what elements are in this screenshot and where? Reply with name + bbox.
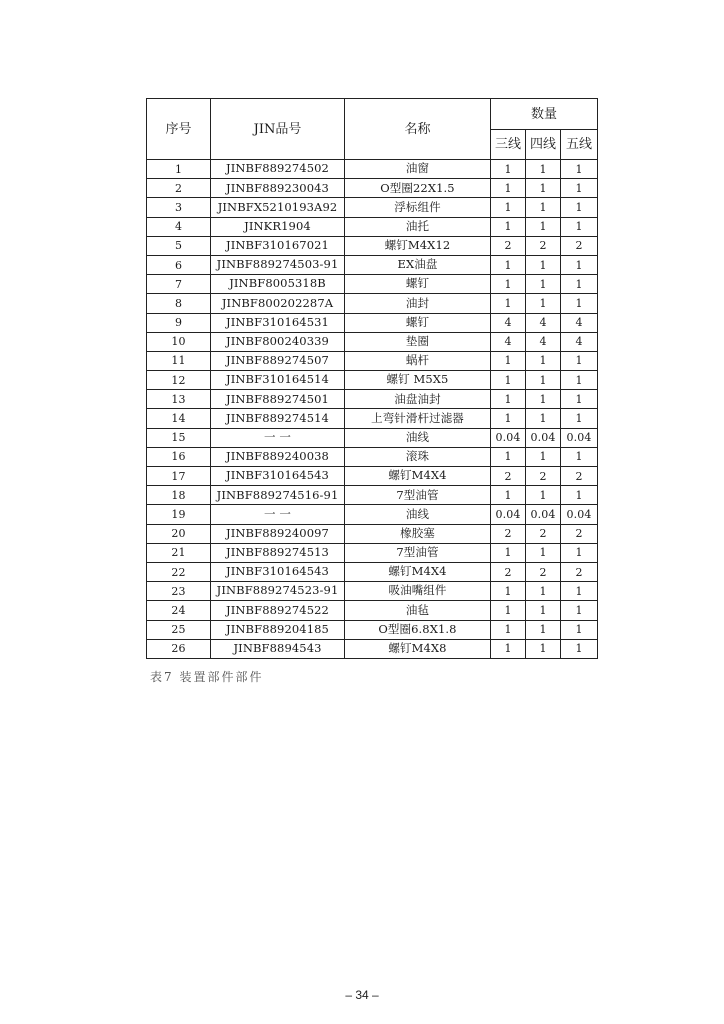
- cell-qty-line3: 1: [491, 390, 526, 409]
- cell-seq: 8: [147, 294, 211, 313]
- table-row: [147, 601, 598, 620]
- table-row: [147, 371, 598, 390]
- cell-qty-line3: 0.04: [491, 428, 526, 447]
- cell-name: 橡胶塞: [345, 524, 491, 543]
- table-row: [147, 582, 598, 601]
- cell-name: 螺钉M4X4: [345, 467, 491, 486]
- table-row: [147, 639, 598, 658]
- cell-code: JINBF310164543: [211, 562, 345, 581]
- cell-qty-line3: 1: [491, 639, 526, 658]
- cell-qty-line3: 0.04: [491, 505, 526, 524]
- cell-name: 油毡: [345, 601, 491, 620]
- cell-qty-line4: 2: [526, 562, 561, 581]
- cell-seq: 11: [147, 351, 211, 370]
- cell-seq: 1: [147, 160, 211, 179]
- cell-qty-line4: 2: [526, 524, 561, 543]
- cell-seq: 26: [147, 639, 211, 658]
- cell-qty-line4: 1: [526, 639, 561, 658]
- cell-code: JINBF889204185: [211, 620, 345, 639]
- header-seq: 序号: [147, 99, 211, 160]
- cell-qty-line5: 1: [561, 639, 598, 658]
- cell-qty-line5: 1: [561, 582, 598, 601]
- cell-qty-line5: 4: [561, 332, 598, 351]
- cell-qty-line5: 0.04: [561, 428, 598, 447]
- cell-code: JINBF889274516-91: [211, 486, 345, 505]
- cell-seq: 15: [147, 428, 211, 447]
- cell-qty-line4: 1: [526, 351, 561, 370]
- cell-qty-line5: 1: [561, 179, 598, 198]
- cell-seq: 9: [147, 313, 211, 332]
- cell-name: 蜗杆: [345, 351, 491, 370]
- cell-qty-line4: 1: [526, 160, 561, 179]
- cell-qty-line3: 4: [491, 313, 526, 332]
- cell-qty-line4: 1: [526, 390, 561, 409]
- table-row: [147, 524, 598, 543]
- cell-code: JINBF8005318B: [211, 275, 345, 294]
- cell-qty-line4: 2: [526, 236, 561, 255]
- cell-code: JINBF889230043: [211, 179, 345, 198]
- cell-qty-line5: 0.04: [561, 505, 598, 524]
- cell-code: JINBF889274503-91: [211, 255, 345, 274]
- cell-code: JINBF310164543: [211, 467, 345, 486]
- cell-qty-line3: 1: [491, 582, 526, 601]
- table-row: [147, 332, 598, 351]
- cell-qty-line3: 1: [491, 447, 526, 466]
- cell-code: JINBF800240339: [211, 332, 345, 351]
- cell-qty-line4: 1: [526, 371, 561, 390]
- cell-qty-line3: 1: [491, 294, 526, 313]
- cell-qty-line4: 0.04: [526, 428, 561, 447]
- table-row: [147, 313, 598, 332]
- cell-name: 油盘油封: [345, 390, 491, 409]
- table-row: [147, 467, 598, 486]
- cell-qty-line5: 1: [561, 275, 598, 294]
- header-line4: 四线: [526, 130, 561, 160]
- cell-code: JINBF310167021: [211, 236, 345, 255]
- table-body: [147, 160, 598, 659]
- cell-qty-line5: 2: [561, 524, 598, 543]
- cell-qty-line3: 2: [491, 524, 526, 543]
- cell-name: 螺钉M4X12: [345, 236, 491, 255]
- cell-code: JINKR1904: [211, 217, 345, 236]
- cell-seq: 20: [147, 524, 211, 543]
- cell-qty-line4: 1: [526, 275, 561, 294]
- cell-name: 油托: [345, 217, 491, 236]
- cell-qty-line5: 1: [561, 486, 598, 505]
- cell-code: 一 一: [211, 428, 345, 447]
- cell-qty-line3: 2: [491, 236, 526, 255]
- table-row: [147, 217, 598, 236]
- cell-qty-line3: 2: [491, 467, 526, 486]
- cell-name: 油窗: [345, 160, 491, 179]
- cell-qty-line4: 1: [526, 255, 561, 274]
- cell-qty-line5: 2: [561, 562, 598, 581]
- cell-code: 一 一: [211, 505, 345, 524]
- cell-code: JINBF310164514: [211, 371, 345, 390]
- cell-name: O型圈6.8X1.8: [345, 620, 491, 639]
- cell-seq: 17: [147, 467, 211, 486]
- cell-qty-line5: 2: [561, 236, 598, 255]
- table-row: [147, 543, 598, 562]
- cell-code: JINBF889274501: [211, 390, 345, 409]
- cell-seq: 13: [147, 390, 211, 409]
- cell-qty-line4: 1: [526, 179, 561, 198]
- cell-seq: 25: [147, 620, 211, 639]
- cell-qty-line4: 1: [526, 582, 561, 601]
- table-row: [147, 505, 598, 524]
- header-name: 名称: [345, 99, 491, 160]
- cell-code: JINBFX5210193A92: [211, 198, 345, 217]
- cell-name: 垫圈: [345, 332, 491, 351]
- cell-qty-line4: 1: [526, 447, 561, 466]
- cell-qty-line5: 1: [561, 620, 598, 639]
- cell-code: JINBF889274523-91: [211, 582, 345, 601]
- cell-qty-line5: 2: [561, 467, 598, 486]
- cell-qty-line5: 4: [561, 313, 598, 332]
- cell-code: JINBF889274513: [211, 543, 345, 562]
- table-row: [147, 390, 598, 409]
- table-row: [147, 179, 598, 198]
- cell-seq: 5: [147, 236, 211, 255]
- table-row: [147, 409, 598, 428]
- cell-qty-line3: 1: [491, 543, 526, 562]
- cell-seq: 12: [147, 371, 211, 390]
- table-row: [147, 428, 598, 447]
- cell-seq: 21: [147, 543, 211, 562]
- cell-qty-line4: 1: [526, 198, 561, 217]
- cell-code: JINBF8894543: [211, 639, 345, 658]
- cell-seq: 16: [147, 447, 211, 466]
- cell-qty-line4: 1: [526, 620, 561, 639]
- cell-name: O型圈22X1.5: [345, 179, 491, 198]
- cell-qty-line5: 1: [561, 409, 598, 428]
- cell-qty-line5: 1: [561, 543, 598, 562]
- cell-code: JINBF889274522: [211, 601, 345, 620]
- cell-qty-line5: 1: [561, 601, 598, 620]
- cell-qty-line4: 4: [526, 313, 561, 332]
- cutoff-caption-fragment: 表7 装置部件部件: [150, 670, 264, 684]
- cell-qty-line3: 1: [491, 255, 526, 274]
- cell-qty-line5: 1: [561, 198, 598, 217]
- table-row: [147, 275, 598, 294]
- page-number: – 34 –: [345, 988, 379, 1002]
- cell-qty-line5: 1: [561, 351, 598, 370]
- cell-seq: 3: [147, 198, 211, 217]
- cell-name: EX油盘: [345, 255, 491, 274]
- cell-name: 螺钉 M5X5: [345, 371, 491, 390]
- table-row: [147, 160, 598, 179]
- table-row: [147, 255, 598, 274]
- cell-seq: 6: [147, 255, 211, 274]
- cell-qty-line5: 1: [561, 371, 598, 390]
- cell-name: 滚珠: [345, 447, 491, 466]
- cell-qty-line3: 1: [491, 275, 526, 294]
- table-row: [147, 198, 598, 217]
- cell-qty-line4: 1: [526, 294, 561, 313]
- cell-qty-line4: 0.04: [526, 505, 561, 524]
- cell-qty-line3: 1: [491, 371, 526, 390]
- cell-qty-line3: 1: [491, 601, 526, 620]
- cell-qty-line3: 4: [491, 332, 526, 351]
- cell-qty-line3: 1: [491, 160, 526, 179]
- header-line5: 五线: [561, 130, 598, 160]
- cell-qty-line5: 1: [561, 390, 598, 409]
- cell-seq: 19: [147, 505, 211, 524]
- cell-qty-line5: 1: [561, 217, 598, 236]
- cell-seq: 23: [147, 582, 211, 601]
- cell-qty-line5: 1: [561, 160, 598, 179]
- table-row: [147, 620, 598, 639]
- cell-qty-line3: 1: [491, 198, 526, 217]
- cell-code: JINBF889274502: [211, 160, 345, 179]
- cell-qty-line5: 1: [561, 255, 598, 274]
- cell-seq: 24: [147, 601, 211, 620]
- table-row: [147, 486, 598, 505]
- table-row: [147, 447, 598, 466]
- cell-name: 螺钉M4X4: [345, 562, 491, 581]
- table-row: [147, 351, 598, 370]
- cell-qty-line3: 2: [491, 562, 526, 581]
- cell-seq: 18: [147, 486, 211, 505]
- cell-name: 7型油管: [345, 486, 491, 505]
- cell-qty-line4: 2: [526, 467, 561, 486]
- cell-name: 油线: [345, 505, 491, 524]
- table-row: [147, 562, 598, 581]
- cell-qty-line5: 1: [561, 294, 598, 313]
- cell-code: JINBF889240097: [211, 524, 345, 543]
- cell-seq: 7: [147, 275, 211, 294]
- header-code: JIN品号: [211, 99, 345, 160]
- cell-qty-line4: 1: [526, 601, 561, 620]
- cell-qty-line4: 1: [526, 543, 561, 562]
- cell-name: 浮标组件: [345, 198, 491, 217]
- cell-seq: 10: [147, 332, 211, 351]
- cell-name: 螺钉M4X8: [345, 639, 491, 658]
- header-quantity: 数量: [491, 99, 598, 130]
- cell-qty-line3: 1: [491, 486, 526, 505]
- table-row: [147, 294, 598, 313]
- cell-seq: 2: [147, 179, 211, 198]
- cell-name: 油封: [345, 294, 491, 313]
- cell-seq: 22: [147, 562, 211, 581]
- parts-table: [146, 98, 598, 659]
- cell-qty-line3: 1: [491, 620, 526, 639]
- cell-name: 螺钉: [345, 275, 491, 294]
- cell-code: JINBF310164531: [211, 313, 345, 332]
- cell-qty-line4: 4: [526, 332, 561, 351]
- table-header-row: [147, 99, 598, 130]
- header-line3: 三线: [491, 130, 526, 160]
- cell-seq: 14: [147, 409, 211, 428]
- cell-code: JINBF889240038: [211, 447, 345, 466]
- cell-qty-line3: 1: [491, 351, 526, 370]
- cell-name: 螺钉: [345, 313, 491, 332]
- cell-name: 上弯针滑杆过滤器: [345, 409, 491, 428]
- cell-qty-line3: 1: [491, 179, 526, 198]
- cell-qty-line5: 1: [561, 447, 598, 466]
- cell-code: JINBF889274514: [211, 409, 345, 428]
- cell-seq: 4: [147, 217, 211, 236]
- cell-qty-line4: 1: [526, 409, 561, 428]
- table-row: [147, 236, 598, 255]
- cell-name: 吸油嘴组件: [345, 582, 491, 601]
- cell-qty-line4: 1: [526, 486, 561, 505]
- cell-name: 油线: [345, 428, 491, 447]
- cell-qty-line4: 1: [526, 217, 561, 236]
- cell-qty-line3: 1: [491, 409, 526, 428]
- cell-qty-line3: 1: [491, 217, 526, 236]
- cell-code: JINBF800202287A: [211, 294, 345, 313]
- cell-code: JINBF889274507: [211, 351, 345, 370]
- cell-name: 7型油管: [345, 543, 491, 562]
